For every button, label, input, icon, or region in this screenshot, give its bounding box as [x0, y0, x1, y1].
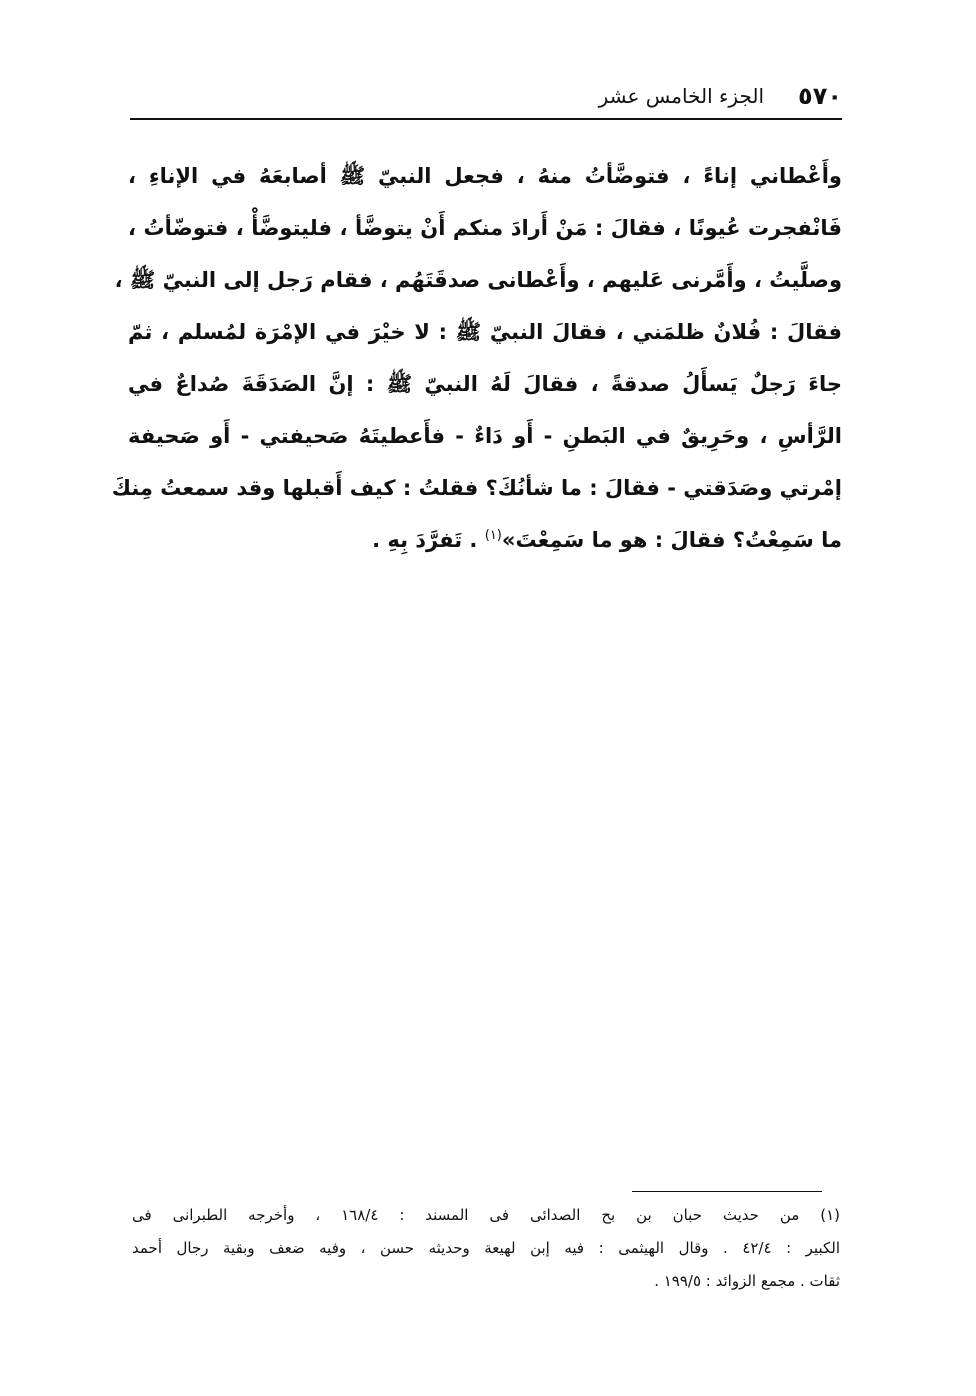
text-line: فقالَ : فُلانٌ ظلمَني ، فقالَ النبيّ ﷺ : لا خيْرَ في الإمْرَة لمُسلم ، ثمّ [128, 320, 842, 344]
footnote-line: (١) من حديث حبان بن بح الصدائى فى المسند : ١٦٨/٤ ، وأخرجه الطبرانى فى [132, 1206, 840, 1224]
text-line: الرَّأسِ ، وحَرِيقٌ في البَطنِ - أَو دَاءٌ - فأَعطيتَهُ صَحيفتي - أَو صَحيفة [128, 424, 842, 448]
footnote-rule [632, 1191, 822, 1192]
text-line: فَانْفجرت عُيونًا ، فقالَ : مَنْ أَرادَ منكم أَنْ يتوضَّأ ، فليتوضَّأْ ، فتوضّأتُ ، [128, 216, 842, 240]
text-line-part: ما سَمِعْتُ؟ فقالَ : هو ما سَمِعْتَ» [501, 528, 842, 552]
footnote-line: الكبير : ٤٢/٤ . وقال الهيثمى : فيه إبن لهيعة وحديثه حسن ، وفيه ضعف وبقية رجال أحمد [132, 1239, 840, 1257]
page-number: ٥٧٠ [798, 82, 842, 110]
footnote-line: ثقات . مجمع الزوائد : ١٩٩/٥ . [654, 1272, 840, 1290]
text-line: إمْرتي وصَدَقتي - فقالَ : ما شأنُكَ؟ فقلتُ : كيف أَقبلها وقد سمعتُ مِنكَ [111, 476, 842, 500]
page-header [130, 78, 842, 118]
hadith-text [111, 150, 842, 566]
text-line-part: . تَفرَّدَ بِهِ . [372, 528, 478, 552]
footnote-marker: (١) [484, 528, 502, 543]
text-line [128, 514, 842, 566]
text-line: جاءَ رَجلٌ يَسأَلُ صدقةً ، فقالَ لَهُ النبيّ ﷺ : إنَّ الصَدَقَةَ صُداعٌ في [128, 372, 842, 396]
running-title: الجزء الخامس عشر [598, 84, 764, 108]
text-line: وأَعْطاني إناءً ، فتوضَّأتُ منهُ ، فجعل النبيّ ﷺ أصابعَهُ في الإناءِ ، [128, 164, 842, 188]
footnote [132, 1199, 840, 1298]
text-line: وصلَّيتُ ، وأَمَّرنى عَليهم ، وأَعْطانى صدقَتَهُم ، فقام رَجل إلى النبيّ ﷺ ، [114, 268, 842, 292]
header-rule [130, 118, 842, 120]
